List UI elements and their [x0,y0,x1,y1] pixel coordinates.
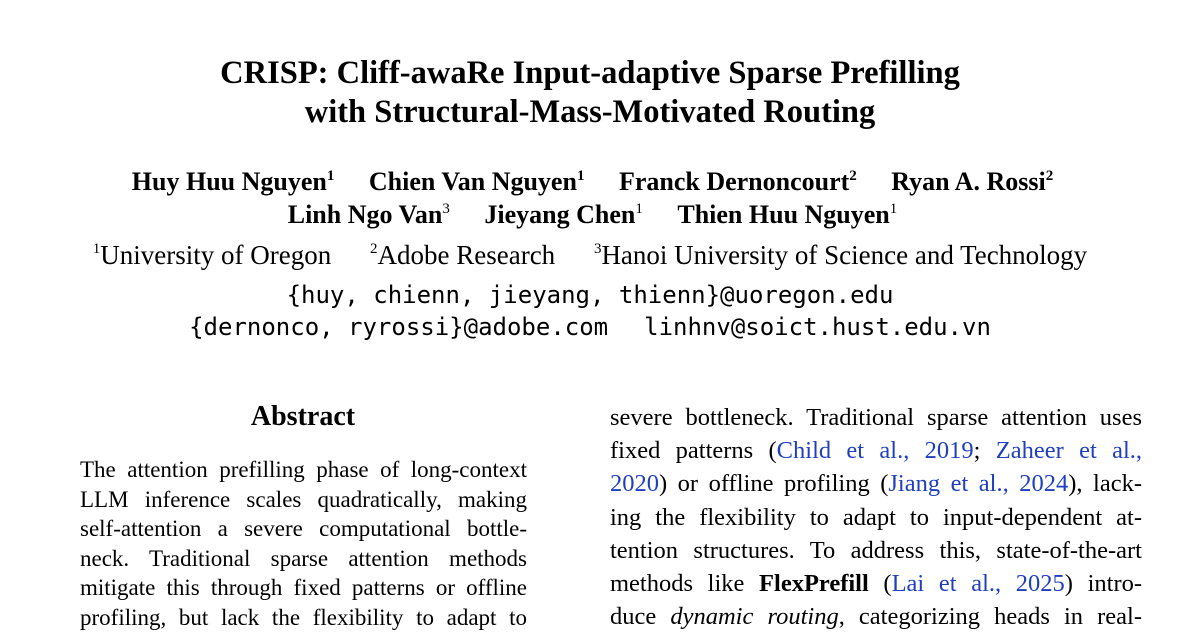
citation-link[interactable]: Child et al., 2019 [776,437,974,465]
email-line-2 [0,312,1180,342]
intro-line: severe bottleneck. Traditional sparse attention uses [610,404,1142,431]
author: Huy Huu Nguyen$^1$ [131,167,335,196]
intro-line: duce dynamic routing, categorizing heads in real- [610,603,1143,631]
author: Linh Ngo Van$^3$ [287,200,450,229]
intro-text [610,401,1142,633]
method-name: FlexPrefill [759,569,869,597]
citation-link[interactable]: Zaheer et al., [995,437,1143,465]
abstract-heading: Abstract [250,401,356,432]
citation-link[interactable]: Lai et al., 2025 [891,569,1065,597]
intro-line: methods like FlexPrefill (Lai et al., 2025) intro- [610,569,1143,597]
abstract-line: neck. Traditional sparse attention methods [80,545,527,571]
affiliation: $^1$University of Oregon [92,240,332,270]
email-line-1[interactable]: {huy, chienn, jieyang, thienn}@uoregon.edu [286,281,894,309]
abstract-line: mitigate this through fixed patterns or offline [80,575,527,600]
email-hust[interactable]: linhnv@soict.hust.edu.vn [644,313,991,341]
affiliation: $^2$Adobe Research [370,240,556,270]
intro-line: 2020) or offline profiling (Jiang et al., 2024), lack- [610,470,1143,498]
intro-line: ing the flexibility to adapt to input-dependent at- [610,503,1142,531]
abstract-line: self-attention a severe computational bottle- [80,516,527,541]
title-line-2: with Structural-Mass-Motivated Routing [304,94,876,130]
paper-title [0,54,1180,132]
author-row-1 [0,166,1185,198]
author-row-2 [0,199,1185,231]
abstract-line: LLM inference scales quadratically, making [80,486,527,512]
abstract-body [80,455,527,632]
title-line-1: CRISP: Cliff-awaRe Input-adaptive Sparse Prefilling [220,55,960,91]
intro-line: tention structures. To address this, state-of-the-art [610,536,1142,564]
emphasis: dynamic routing [670,603,839,631]
citation-link[interactable]: Jiang et al., 2024 [888,470,1069,498]
author: Franck Dernoncourt$^2$ [618,167,857,196]
affiliation: $^3$Hanoi University of Science and Technology [593,240,1088,270]
author: Chien Van Nguyen$^1$ [368,167,585,196]
abstract-line: profiling, but lack the flexibility to adapt to [80,604,527,630]
intro-line: fixed patterns (Child et al., 2019; Zaheer et al., [610,437,1143,465]
affiliations [0,238,1180,272]
abstract-line: The attention prefilling phase of long-context [80,457,527,482]
author: Jieyang Chen$^1$ [484,200,643,229]
email-adobe[interactable]: {dernonco, ryrossi}@adobe.com [189,313,609,341]
author: Ryan A. Rossi$^2$ [891,167,1054,196]
citation-link[interactable]: 2020 [610,470,659,498]
author: Thien Huu Nguyen$^1$ [677,200,898,229]
